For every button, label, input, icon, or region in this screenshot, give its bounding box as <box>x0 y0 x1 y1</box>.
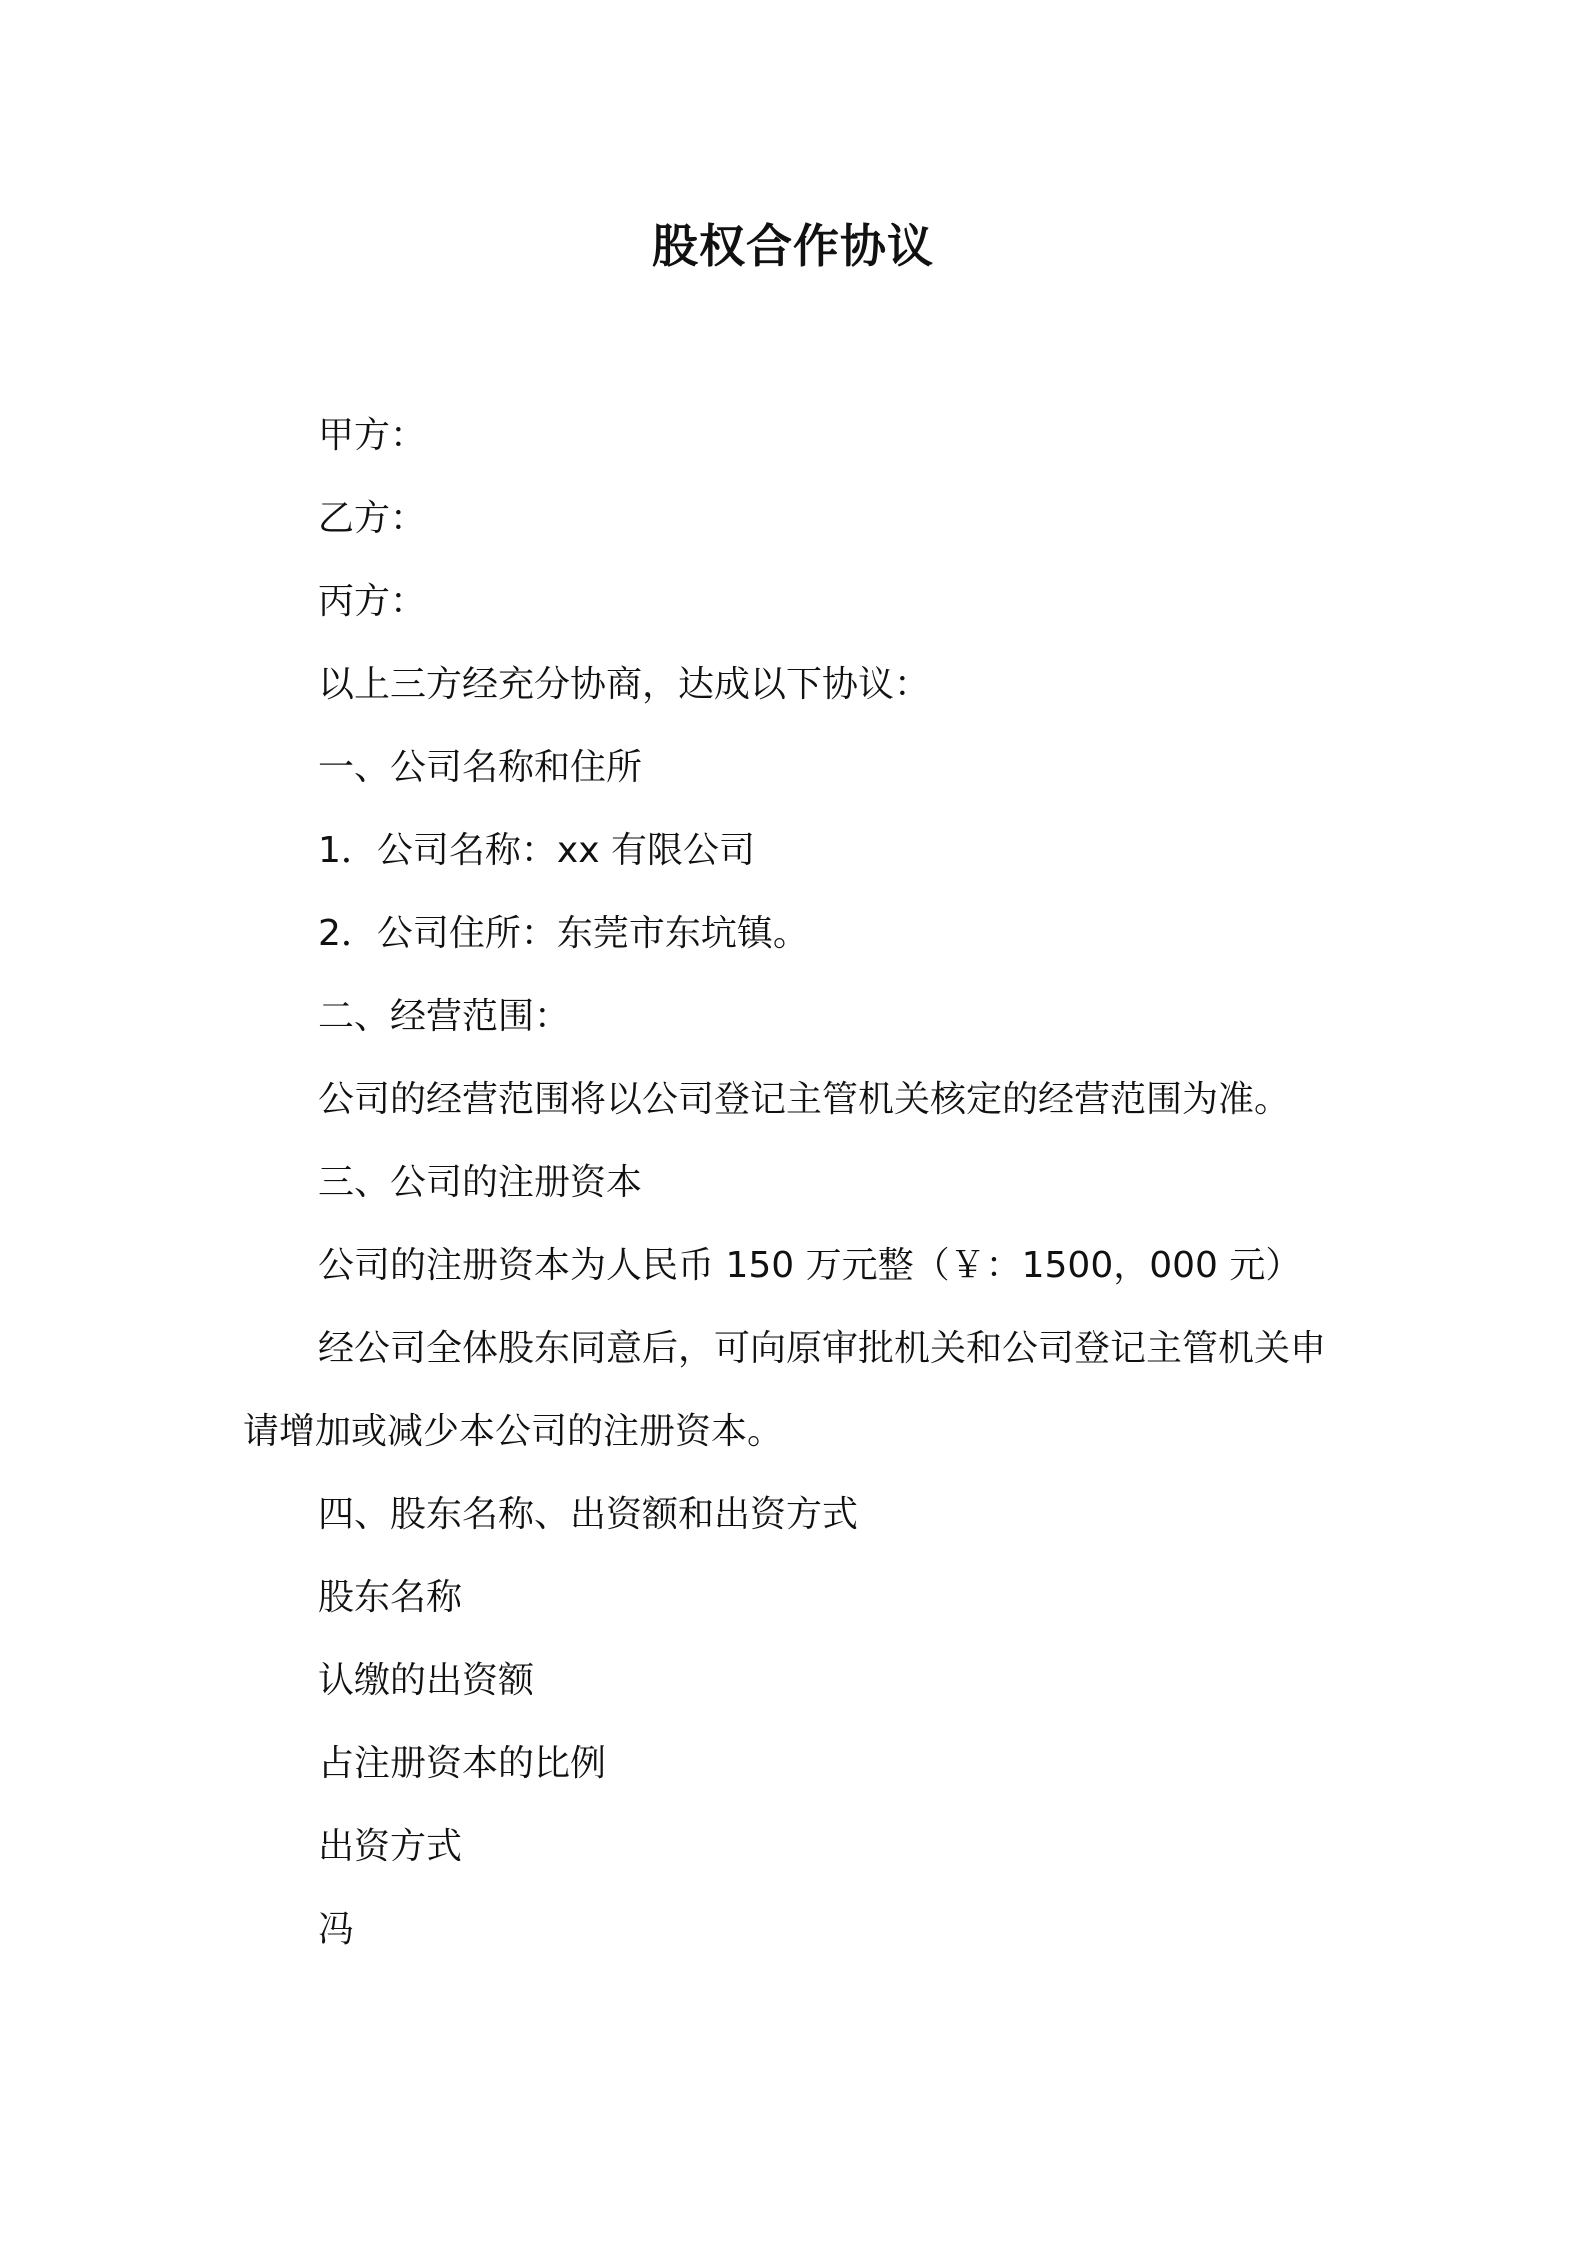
shareholder-surname: 冯 <box>318 1909 355 1950</box>
document-title: 股权合作协议 <box>652 219 934 273</box>
section-heading-2: 二、经营范围： <box>318 996 571 1037</box>
registered-capital-text: 公司的注册资本为人民币 150 万元整（￥：1500，000 元） <box>318 1245 1302 1286</box>
section-heading-4: 四、股东名称、出资额和出资方式 <box>318 1494 859 1535</box>
shareholder-name-label: 股东名称 <box>318 1577 463 1618</box>
business-scope-text: 公司的经营范围将以公司登记主管机关核定的经营范围为准。 <box>318 1079 1291 1120</box>
party-c-line: 丙方： <box>318 581 427 622</box>
section-heading-3: 三、公司的注册资本 <box>318 1162 643 1203</box>
agreement-intro: 以上三方经充分协商，达成以下协议： <box>318 664 931 705</box>
capital-ratio-label: 占注册资本的比例 <box>318 1743 607 1784</box>
capital-change-text-2: 请增加或减少本公司的注册资本。 <box>243 1411 784 1452</box>
contribution-method-label: 出资方式 <box>318 1826 463 1867</box>
capital-change-text-1: 经公司全体股东同意后，可向原审批机关和公司登记主管机关申 <box>318 1328 1327 1369</box>
company-name-line: 1．公司名称：xx 有限公司 <box>318 830 755 871</box>
company-address-line: 2．公司住所：东莞市东坑镇。 <box>318 913 809 954</box>
section-heading-1: 一、公司名称和住所 <box>318 747 643 788</box>
party-a-line: 甲方： <box>318 415 427 456</box>
party-b-line: 乙方： <box>318 498 427 539</box>
subscribed-capital-label: 认缴的出资额 <box>318 1660 535 1701</box>
